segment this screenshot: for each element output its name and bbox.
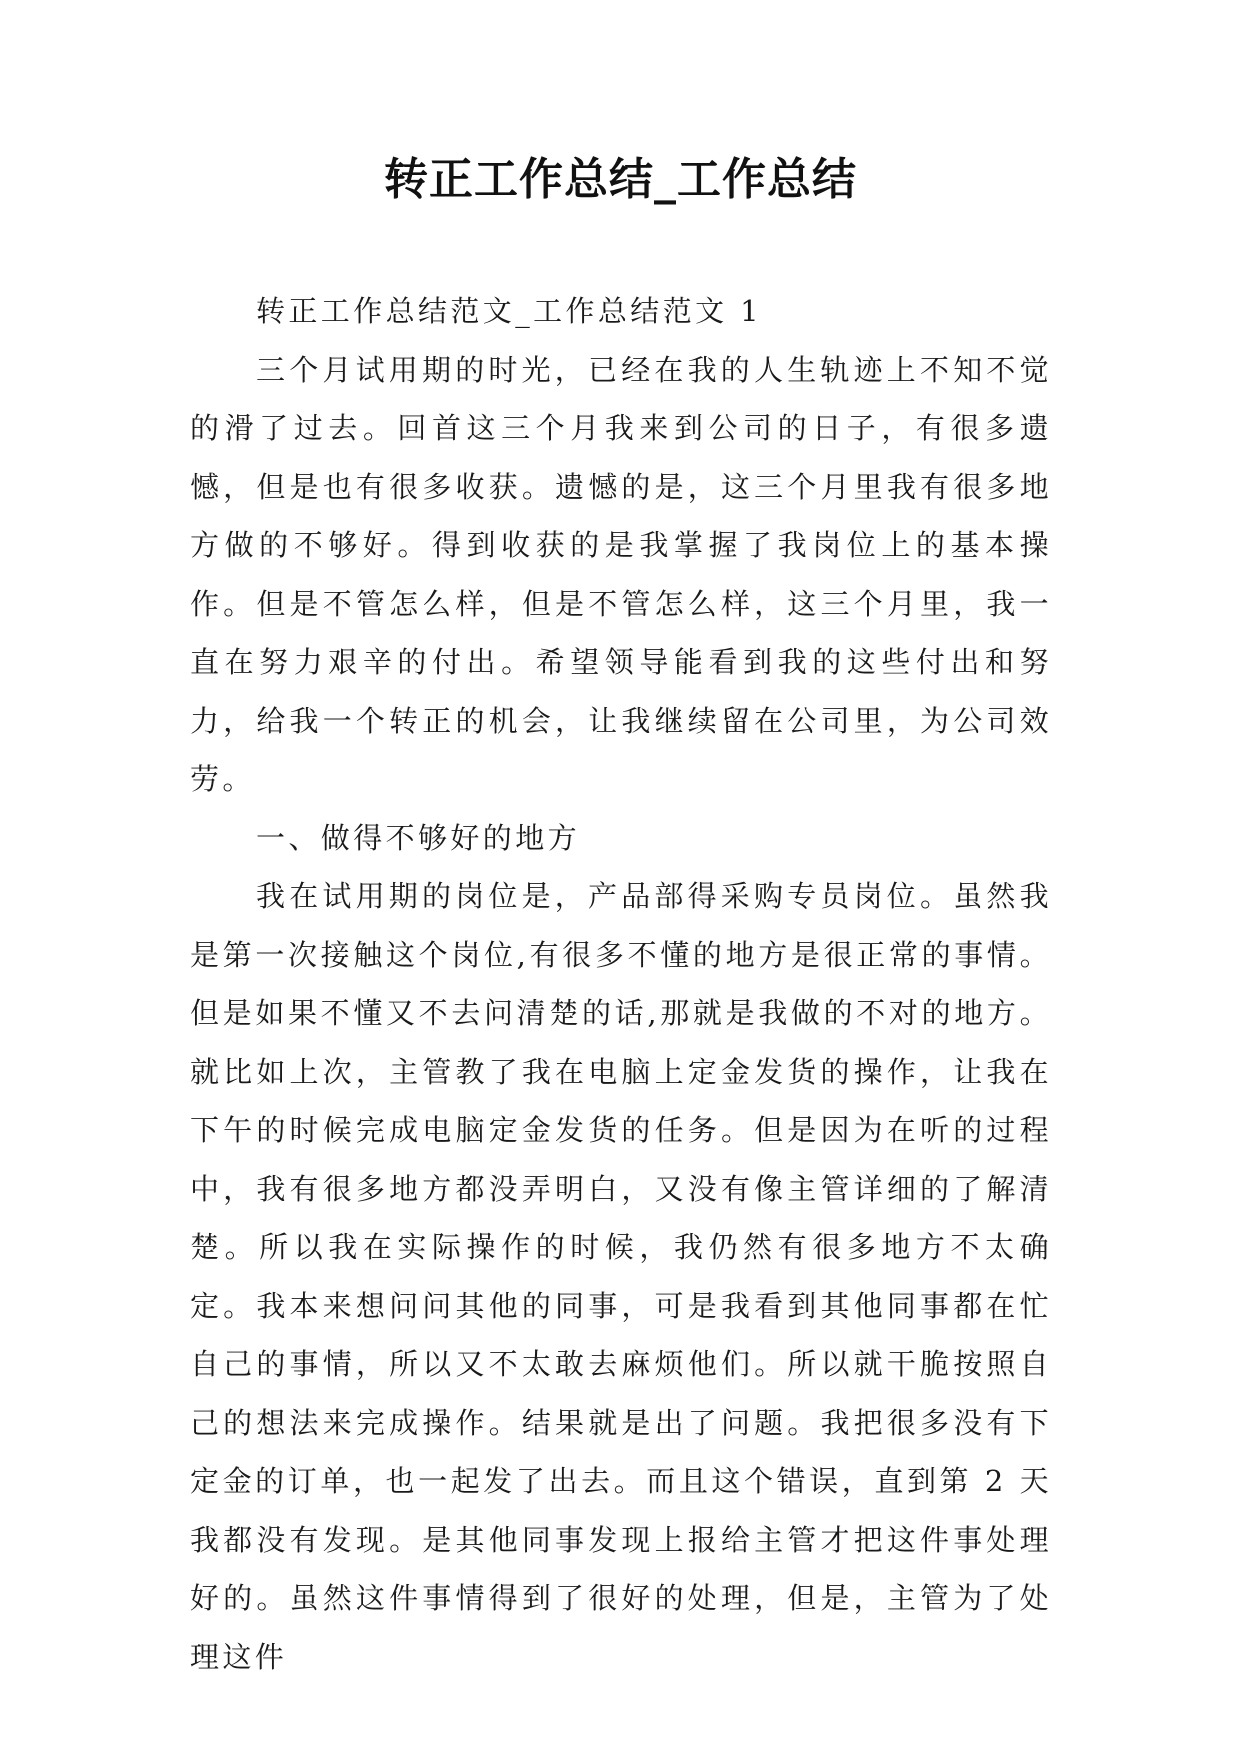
paragraph-intro: 三个月试用期的时光，已经在我的人生轨迹上不知不觉的滑了过去。回首这三个月我来到公司的日子，有很多遗憾，但是也有很多收获。遗憾的是，这三个月里我有很多地方做的不够好。得到收获的是我掌握了我岗位上的基本操作。但是不管怎么样，但是不管怎么样，这三个月里，我一直在努力艰辛的付出。希望领导能看到我的这些付出和努力，给我一个转正的机会，让我继续留在公司里，为公司效劳。 [190, 352, 1052, 796]
document-title: 转正工作总结_工作总结 [384, 154, 857, 205]
section-heading-2: 一、做得不够好的地方 [256, 820, 581, 855]
paragraph-body: 我在试用期的岗位是，产品部得采购专员岗位。虽然我是第一次接触这个岗位,有很多不懂的地方是很正常的事情。但是如果不懂又不去问清楚的话,那就是我做的不对的地方。就比如上次，主管教了我在电脑上定金发货的操作，让我在下午的时候完成电脑定金发货的任务。但是因为在听的过程中，我有很多地方都没弄明白，又没有像主管详细的了解清楚。所以我在实际操作的时候，我仍然有很多地方不太确定。我本来想问问其他的同事，可是我看到其他同事都在忙自己的事情，所以又不太敢去麻烦他们。所以就干脆按照自己的想法来完成操作。结果就是出了问题。我把很多没有下定金的订单，也一起发了出去。而且这个错误，直到第 2 天我都没有发现。是其他同事发现上报给主管才把这件事处理好的。虽然这件事情得到了很好的处理，但是，主管为了处理这件 [190, 879, 1052, 1674]
section-heading-1: 转正工作总结范文_工作总结范文 1 [256, 294, 762, 328]
document-body [190, 282, 1052, 1686]
